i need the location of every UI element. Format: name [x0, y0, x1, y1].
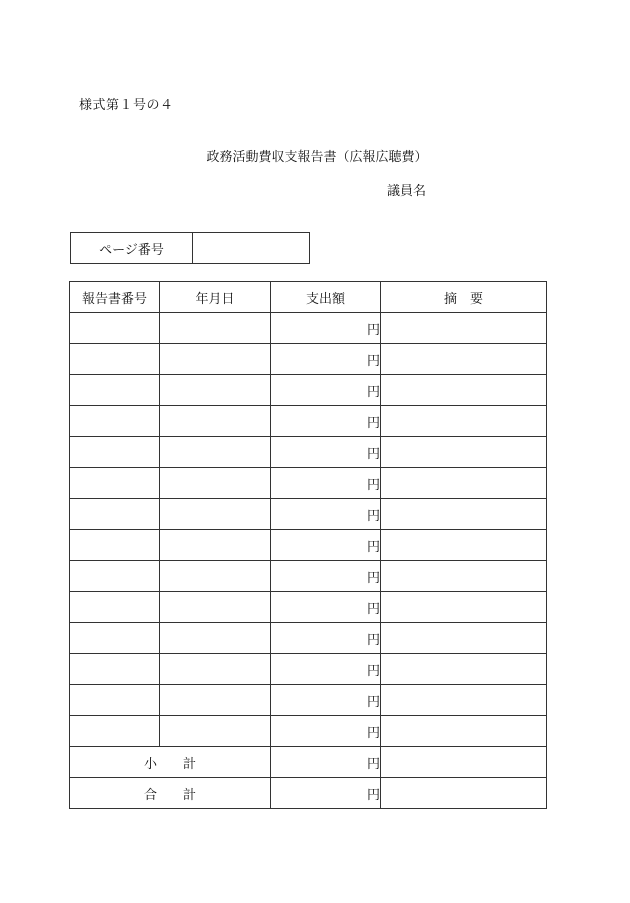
date-cell[interactable]: [160, 313, 271, 344]
table-row: [70, 716, 547, 747]
document-title: 政務活動費収支報告書（広報広聴費）: [206, 150, 428, 165]
date-cell[interactable]: [160, 685, 271, 716]
table-row: [70, 499, 547, 530]
total-label: 合 計: [70, 778, 271, 809]
header-amount: 支出額: [271, 282, 381, 313]
summary-cell[interactable]: [381, 592, 547, 623]
date-cell[interactable]: [160, 468, 271, 499]
subtotal-amount-cell[interactable]: 円: [271, 747, 381, 778]
date-cell[interactable]: [160, 375, 271, 406]
amount-cell[interactable]: 円: [271, 716, 381, 747]
date-cell[interactable]: [160, 530, 271, 561]
report-number-cell[interactable]: [70, 344, 160, 375]
total-row: [70, 778, 547, 809]
date-cell[interactable]: [160, 654, 271, 685]
table-row: [70, 375, 547, 406]
amount-cell[interactable]: 円: [271, 685, 381, 716]
form-number: 様式第１号の４: [79, 98, 174, 113]
summary-cell[interactable]: [381, 530, 547, 561]
summary-cell[interactable]: [381, 716, 547, 747]
summary-cell[interactable]: [381, 561, 547, 592]
summary-cell[interactable]: [381, 499, 547, 530]
summary-cell[interactable]: [381, 344, 547, 375]
subtotal-row: [70, 747, 547, 778]
amount-cell[interactable]: 円: [271, 592, 381, 623]
header-row: [70, 282, 547, 313]
amount-cell[interactable]: 円: [271, 375, 381, 406]
amount-cell[interactable]: 円: [271, 499, 381, 530]
expense-report-table: [69, 281, 547, 809]
date-cell[interactable]: [160, 344, 271, 375]
table-row: [70, 685, 547, 716]
date-cell[interactable]: [160, 437, 271, 468]
date-cell[interactable]: [160, 623, 271, 654]
date-cell[interactable]: [160, 561, 271, 592]
table-row: [70, 654, 547, 685]
amount-cell[interactable]: 円: [271, 530, 381, 561]
summary-cell[interactable]: [381, 437, 547, 468]
date-cell[interactable]: [160, 499, 271, 530]
total-amount-cell[interactable]: 円: [271, 778, 381, 809]
report-number-cell[interactable]: [70, 592, 160, 623]
total-summary-cell[interactable]: [381, 778, 547, 809]
report-number-cell[interactable]: [70, 468, 160, 499]
subtotal-label: 小 計: [70, 747, 271, 778]
subtotal-summary-cell[interactable]: [381, 747, 547, 778]
report-number-cell[interactable]: [70, 654, 160, 685]
amount-cell[interactable]: 円: [271, 313, 381, 344]
report-number-cell[interactable]: [70, 561, 160, 592]
summary-cell[interactable]: [381, 406, 547, 437]
table-row: [70, 406, 547, 437]
report-number-cell[interactable]: [70, 313, 160, 344]
page-number-box: [70, 232, 310, 264]
summary-cell[interactable]: [381, 623, 547, 654]
table-row: [70, 468, 547, 499]
amount-cell[interactable]: 円: [271, 344, 381, 375]
date-cell[interactable]: [160, 716, 271, 747]
report-number-cell[interactable]: [70, 437, 160, 468]
amount-cell[interactable]: 円: [271, 468, 381, 499]
report-number-cell[interactable]: [70, 685, 160, 716]
date-cell[interactable]: [160, 592, 271, 623]
report-number-cell[interactable]: [70, 623, 160, 654]
summary-cell[interactable]: [381, 654, 547, 685]
header-report-number: 報告書番号: [70, 282, 160, 313]
amount-cell[interactable]: 円: [271, 623, 381, 654]
member-name-label: 議員名: [387, 184, 427, 199]
summary-cell[interactable]: [381, 468, 547, 499]
amount-cell[interactable]: 円: [271, 406, 381, 437]
summary-cell[interactable]: [381, 313, 547, 344]
header-date: 年月日: [160, 282, 271, 313]
table-row: [70, 437, 547, 468]
table-row: [70, 592, 547, 623]
report-number-cell[interactable]: [70, 530, 160, 561]
page-number-field[interactable]: [193, 233, 309, 263]
header-summary: 摘 要: [381, 282, 547, 313]
table-row: [70, 623, 547, 654]
summary-cell[interactable]: [381, 685, 547, 716]
summary-cell[interactable]: [381, 375, 547, 406]
amount-cell[interactable]: 円: [271, 654, 381, 685]
date-cell[interactable]: [160, 406, 271, 437]
amount-cell[interactable]: 円: [271, 561, 381, 592]
table-row: [70, 313, 547, 344]
table-row: [70, 344, 547, 375]
report-number-cell[interactable]: [70, 499, 160, 530]
report-number-cell[interactable]: [70, 375, 160, 406]
report-number-cell[interactable]: [70, 716, 160, 747]
amount-cell[interactable]: 円: [271, 437, 381, 468]
report-number-cell[interactable]: [70, 406, 160, 437]
table-row: [70, 530, 547, 561]
page-number-label: ページ番号: [71, 233, 193, 263]
table-row: [70, 561, 547, 592]
